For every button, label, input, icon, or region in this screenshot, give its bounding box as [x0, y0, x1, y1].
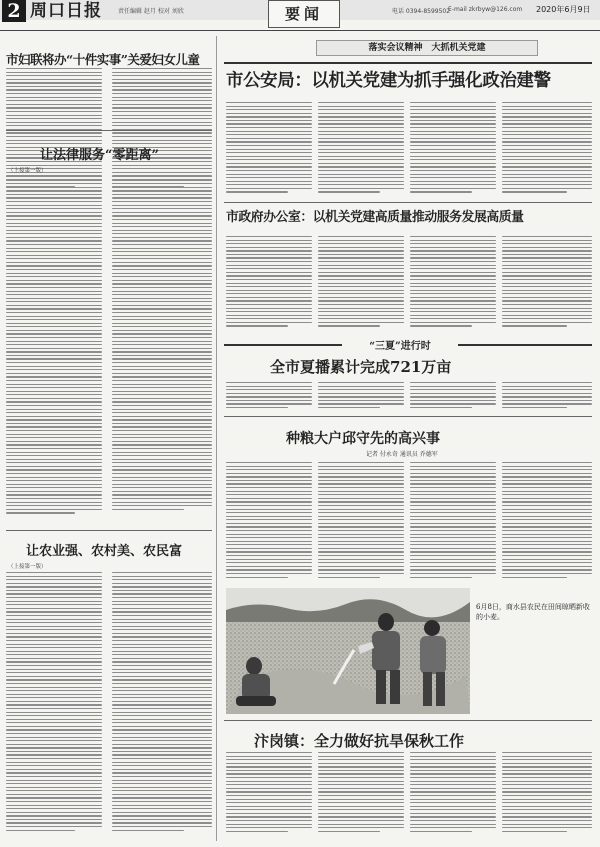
sanxia-headline: 全市夏播累计完成721万亩 [270, 358, 452, 376]
center-article-2-col3 [410, 236, 496, 332]
left-headline-3-note: （上接第一版） [8, 564, 47, 570]
center-article-2-col1 [226, 236, 312, 332]
meta-left: 责任编辑 赵月 校对 刘欣 [118, 8, 184, 15]
bottom-article-col4 [502, 752, 592, 840]
center-divider-1 [224, 202, 592, 203]
sanxia-feature-title: 种粮大户邱守先的高兴事 [286, 431, 440, 447]
sanxia-tag: “三夏”进行时 [369, 341, 431, 352]
sanxia-news-col3 [410, 382, 496, 410]
center-article-2-col2 [318, 236, 404, 332]
bottom-article-col3 [410, 752, 496, 840]
sanxia-feature-col3 [410, 462, 496, 586]
issue-date: 2020年6月9日 [536, 5, 591, 14]
sanxia-news-col4 [502, 382, 592, 410]
left-divider-1 [6, 130, 212, 131]
bottom-rule [224, 720, 592, 721]
left-article-2-body-col2 [112, 176, 212, 528]
bottom-headline: 汴岗镇：全力做好抗旱保秋工作 [254, 732, 465, 750]
center-article-1-col4 [502, 102, 592, 202]
meta-center: 电话 0394-8599502 [392, 8, 451, 15]
left-article-3-body [6, 572, 102, 840]
sanxia-news-col1 [226, 382, 312, 410]
photo-caption: 6月8日，商水县农民在田间晾晒新收的小麦。 [476, 603, 590, 621]
sanxia-news-col2 [318, 382, 404, 410]
center-kicker: 落实会议精神 大抓机关党建 [316, 40, 538, 56]
left-headline-2-note: （上接第一版） [8, 168, 47, 174]
left-divider-2 [6, 530, 212, 531]
bottom-article-col2 [318, 752, 404, 840]
left-article-2-body [6, 176, 102, 528]
bottom-article-col1 [226, 752, 312, 840]
center-headline-2: 市政府办公室：以机关党建高质量推动服务发展高质量 [226, 210, 524, 225]
left-headline-2: 让法律服务“零距离” [40, 148, 159, 163]
center-article-1-col1 [226, 102, 312, 202]
masthead-rule [0, 30, 600, 31]
email: E-mail zkrbyw@126.com [448, 6, 523, 13]
farmers-photo-image [226, 588, 470, 714]
section-title: 要闻 [284, 5, 323, 23]
left-headline-3: 让农业强、农村美、农民富 [26, 544, 183, 559]
masthead [0, 0, 600, 36]
center-article-2-col4 [502, 236, 592, 332]
center-article-1-col3 [410, 102, 496, 202]
left-headline-1: 市妇联将办“十件实事”关爱妇女儿童 [6, 52, 200, 67]
left-article-1-body-col2 [112, 68, 212, 188]
paper-name: 周口日报 [30, 1, 102, 21]
sanxia-byline: 记者 付永奇 通讯员 乔德军 [366, 451, 438, 458]
left-column-separator [216, 36, 217, 841]
sanxia-feature-col1 [226, 462, 312, 586]
sanxia-divider [224, 416, 592, 417]
farmers-photo [226, 588, 470, 714]
page-number: 2 [2, 0, 26, 22]
center-headline-1: 市公安局：以机关党建为抓手强化政治建警 [226, 71, 551, 91]
center-article-1-col2 [318, 102, 404, 202]
left-article-3-body-col2 [112, 572, 212, 840]
sanxia-rule-right [458, 344, 592, 346]
sanxia-feature-col2 [318, 462, 404, 586]
sanxia-rule-left [224, 344, 342, 346]
section-title-box [268, 0, 340, 28]
center-top-rule [224, 62, 592, 64]
sanxia-feature-col4 [502, 462, 592, 586]
